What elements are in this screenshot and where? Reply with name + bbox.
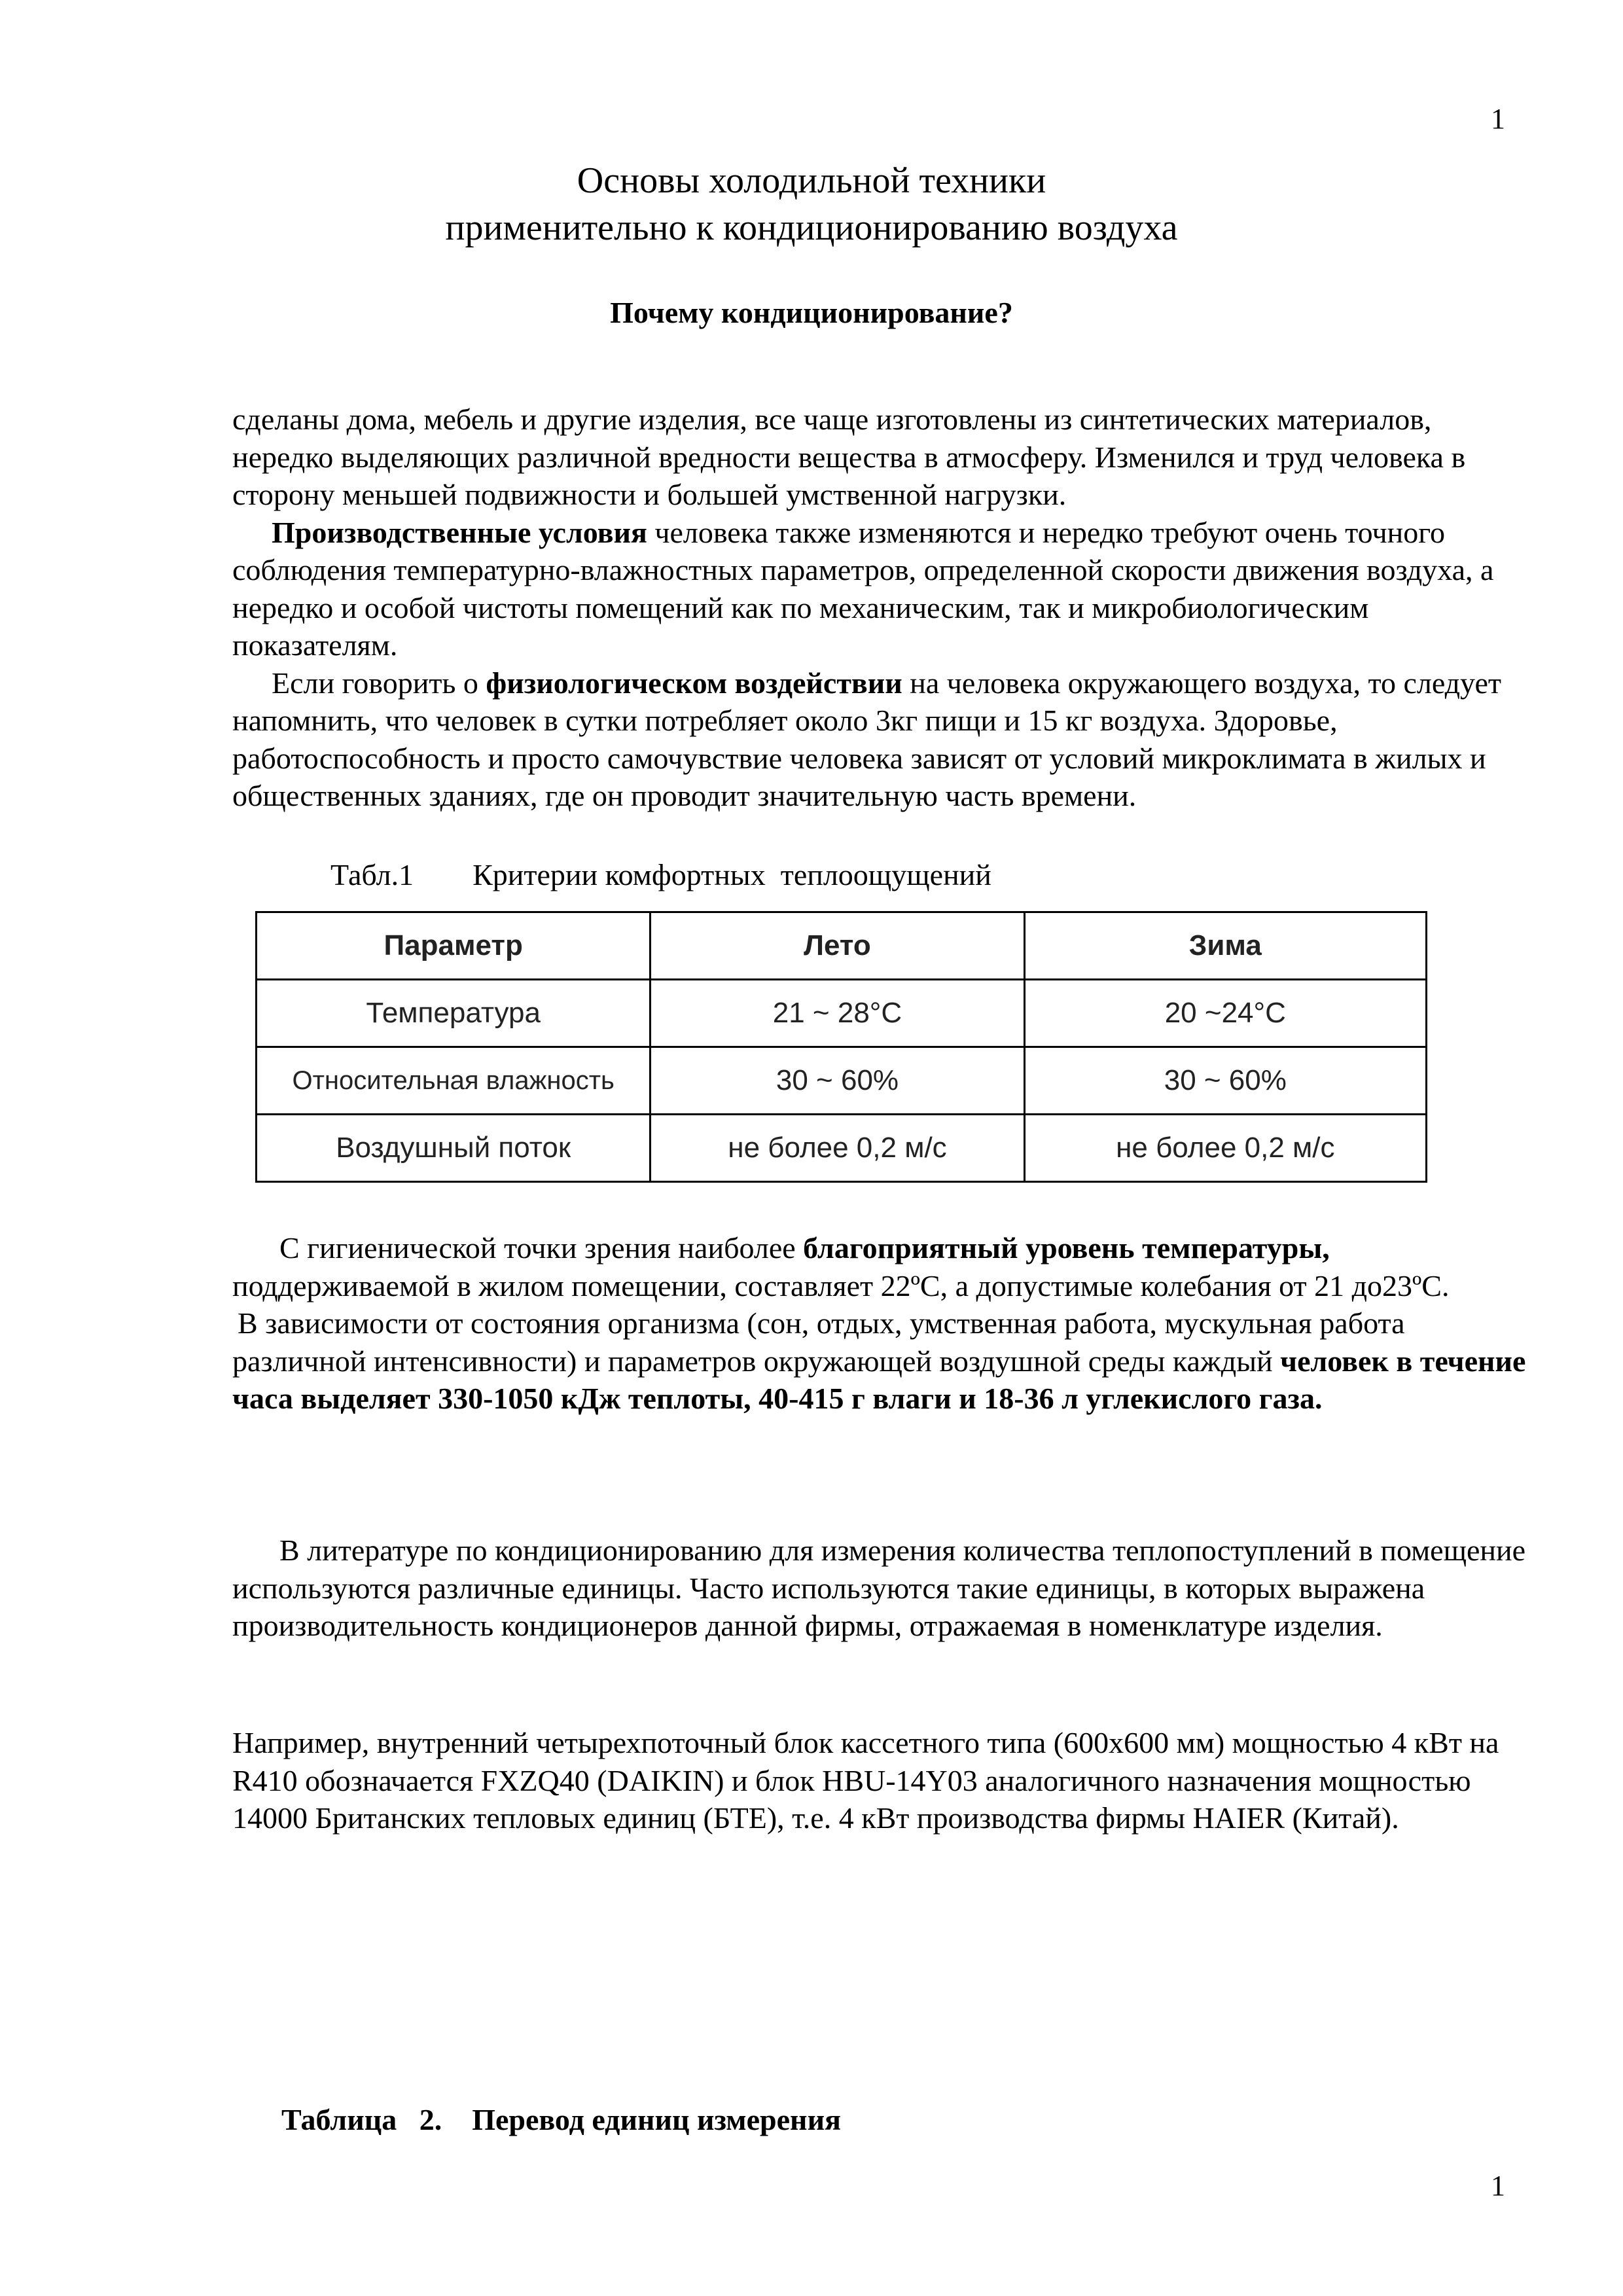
- bold-term-physiology: физиологическом воздействии: [486, 666, 902, 700]
- title-line-2: применительно к кондиционированию воздуха: [445, 207, 1178, 248]
- intro-paragraph-3: [232, 664, 1528, 815]
- table-row: [257, 1047, 1427, 1115]
- header-parameter: Параметр: [257, 912, 651, 980]
- hygiene-block: [232, 1229, 1528, 1418]
- cell-summer: не более 0,2 м/с: [651, 1115, 1024, 1182]
- table-row: [257, 980, 1427, 1047]
- table-header-row: [257, 912, 1427, 980]
- cell-summer: 30 ~ 60%: [651, 1047, 1024, 1115]
- cell-summer: 21 ~ 28°C: [651, 980, 1024, 1047]
- intro-paragraph-2: [232, 514, 1528, 664]
- table1-label: Табл.1: [330, 858, 414, 891]
- intro-paragraph-2-text: человека также изменяются и нередко требуют очень точного соблюдения температурно-влажностных параметров, определенной скорости движения воздуха, а нередко и особой чистоты помещений как по механическим, так и микробиологическим показателям.: [232, 515, 1494, 662]
- cell-parameter: Температура: [257, 980, 651, 1047]
- hygiene-paragraph-2: [232, 1304, 1528, 1418]
- cell-parameter: Относительная влажность: [257, 1047, 651, 1115]
- title-line-1: Основы холодильной техники: [577, 160, 1046, 201]
- intro-block: [232, 401, 1528, 815]
- cell-winter: 20 ~24°C: [1024, 980, 1426, 1047]
- intro-paragraph-3-start: Если говорить о: [272, 666, 486, 700]
- hygiene-paragraph-1: [232, 1229, 1528, 1304]
- hygiene-paragraph-2-start: В зависимости от состояния организма (сон, отдых, умственная работа, мускульная работа различной интенсивности) и параметров окружающей воздушной среды каждый: [232, 1306, 1405, 1378]
- table1-caption-text: Критерии комфортных теплоощущений: [473, 858, 991, 891]
- header-summer: Лето: [651, 912, 1024, 980]
- page-number-top: 1: [1491, 103, 1505, 135]
- bold-term-production: Производственные условия: [272, 515, 647, 549]
- header-winter: Зима: [1024, 912, 1426, 980]
- example-paragraph: Например, внутренний четырехпоточный блок кассетного типа (600х600 мм) мощностью 4 кВт на R410 обозначается FXZQ40 (DAIKIN) и блок HBU-14Y03 аналогичного назначения мощностью 14000 Британских тепловых единиц (БТЕ), т.е. 4 кВт производства фирмы HAIER (Китай).: [232, 1726, 1499, 1835]
- page-number-bottom: 1: [1491, 2170, 1505, 2202]
- bold-term-temperature: благоприятный уровень температуры,: [803, 1231, 1330, 1265]
- intro-paragraph-3-text: на человека окружающего воздуха, то следует напомнить, что человек в сутки потребляет около 3кг пищи и 15 кг воздуха. Здоровье, работоспособность и просто самочувствие человека зависят от условий микроклимата в жилых и общественных зданиях, где он проводит значительную часть времени.: [232, 666, 1501, 812]
- intro-paragraph-1: сделаны дома, мебель и другие изделия, все чаще изготовлены из синтетических материалов, нередко выделяющих различной вредности вещества в атмосферу. Изменился и труд человека в сторону меньшей подвижности и большей умственной нагрузки.: [232, 403, 1466, 511]
- hygiene-paragraph-1-start: С гигиенической точки зрения наиболее: [279, 1231, 804, 1265]
- literature-paragraph: В литературе по кондиционированию для измерения количества теплопоступлений в помещение используются различные единицы. Часто используются такие единицы, в которых выражена производительность кондиционеров данной фирмы, отражаемая в номенклатуре изделия.: [232, 1534, 1526, 1642]
- cell-winter: не более 0,2 м/с: [1024, 1115, 1426, 1182]
- literature-block: [232, 1532, 1528, 1645]
- comfort-criteria-table: [255, 911, 1427, 1183]
- example-block: [232, 1724, 1528, 1837]
- table2-heading: Таблица 2. Перевод единиц измерения: [281, 2103, 841, 2136]
- section-heading: Почему кондиционирование?: [610, 296, 1013, 329]
- table1-caption: [330, 856, 991, 893]
- table-row: [257, 1115, 1427, 1182]
- hygiene-paragraph-1-text: поддерживаемой в жилом помещении, составляет 22ºС, а допустимые колебания от 21 до23ºС.: [232, 1268, 1450, 1302]
- cell-parameter: Воздушный поток: [257, 1115, 651, 1182]
- bold-term-emission: человек в течение часа выделяет 330-1050 кДж теплоты, 40-415 г влаги и 18-36 л углекислого газа.: [232, 1344, 1526, 1415]
- cell-winter: 30 ~ 60%: [1024, 1047, 1426, 1115]
- document-title: [0, 157, 1623, 251]
